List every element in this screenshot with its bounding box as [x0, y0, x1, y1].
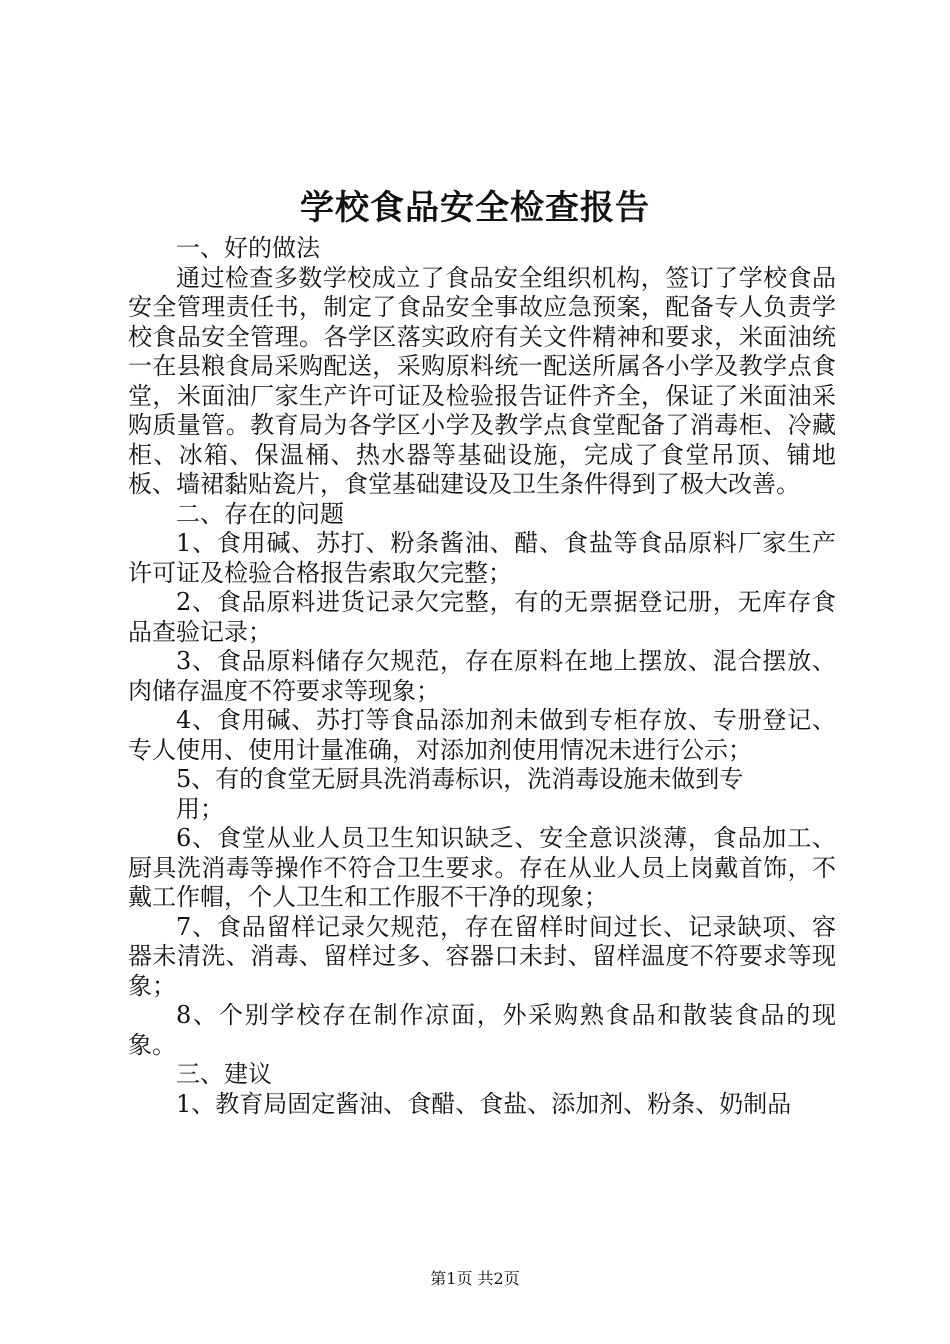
list-item-continuation: 用； — [176, 794, 224, 823]
list-item: 5、有的食堂无厨具洗消毒标识，洗消毒设施未做到专 — [176, 765, 744, 793]
paragraph: 通过检查多数学校成立了食品安全组织机构，签订了学校食品安全管理责任书，制定了食品安全事故应急预案，配备专人负责学校食品安全管理。各学区落实政府有关文件精神和要求，米面油统一在县粮食局采购配送，采购原料统一配送所属各小学及教学点食堂，米面油厂家生产许可证及检验报告证件齐全，保证了米面油采购质量管。教育局为各学区小学及教学点食堂配备了消毒柜、冷藏柜、冰箱、保温桶、热水器等基础设施，完成了食堂吊顶、铺地板、墙裙黏贴瓷片，食堂基础建设及卫生条件得到了极大改善。 — [128, 263, 836, 498]
section-heading-1: 一、好的做法 — [176, 234, 320, 262]
list-item: 2、食品原料进货记录欠完整，有的无票据登记册，无库存食品查验记录； — [128, 588, 836, 646]
list-item: 3、食品原料储存欠规范，存在原料在地上摆放、混合摆放、肉储存温度不符要求等现象； — [128, 647, 836, 705]
document-body — [128, 234, 836, 1119]
page-footer: 第1页 共2页 — [430, 1269, 520, 1288]
list-item: 1、食用碱、苏打、粉条酱油、醋、食盐等食品原料厂家生产许可证及检验合格报告索取欠完整； — [128, 529, 836, 587]
list-item: 7、食品留样记录欠规范，存在留样时间过长、记录缺项、容器未清洗、消毒、留样过多、容器口未封、留样温度不符要求等现象； — [128, 912, 836, 1000]
section-heading-3: 三、建议 — [176, 1060, 272, 1088]
list-item: 6、食堂从业人员卫生知识缺乏、安全意识淡薄，食品加工、厨具洗消毒等操作不符合卫生要求。存在从业人员上岗戴首饰，不戴工作帽，个人卫生和工作服不干净的现象； — [128, 824, 836, 911]
document-title: 学校食品安全检查报告 — [300, 188, 650, 228]
section-heading-2: 二、存在的问题 — [176, 499, 344, 528]
list-item: 8、个别学校存在制作凉面，外采购熟食品和散装食品的现象。 — [128, 1001, 836, 1059]
list-item: 1、教育局固定酱油、食醋、食盐、添加剂、粉条、奶制品 — [176, 1089, 792, 1118]
list-item: 4、食用碱、苏打等食品添加剂未做到专柜存放、专册登记、专人使用、使用计量准确，对添加剂使用情况未进行公示； — [128, 706, 836, 764]
